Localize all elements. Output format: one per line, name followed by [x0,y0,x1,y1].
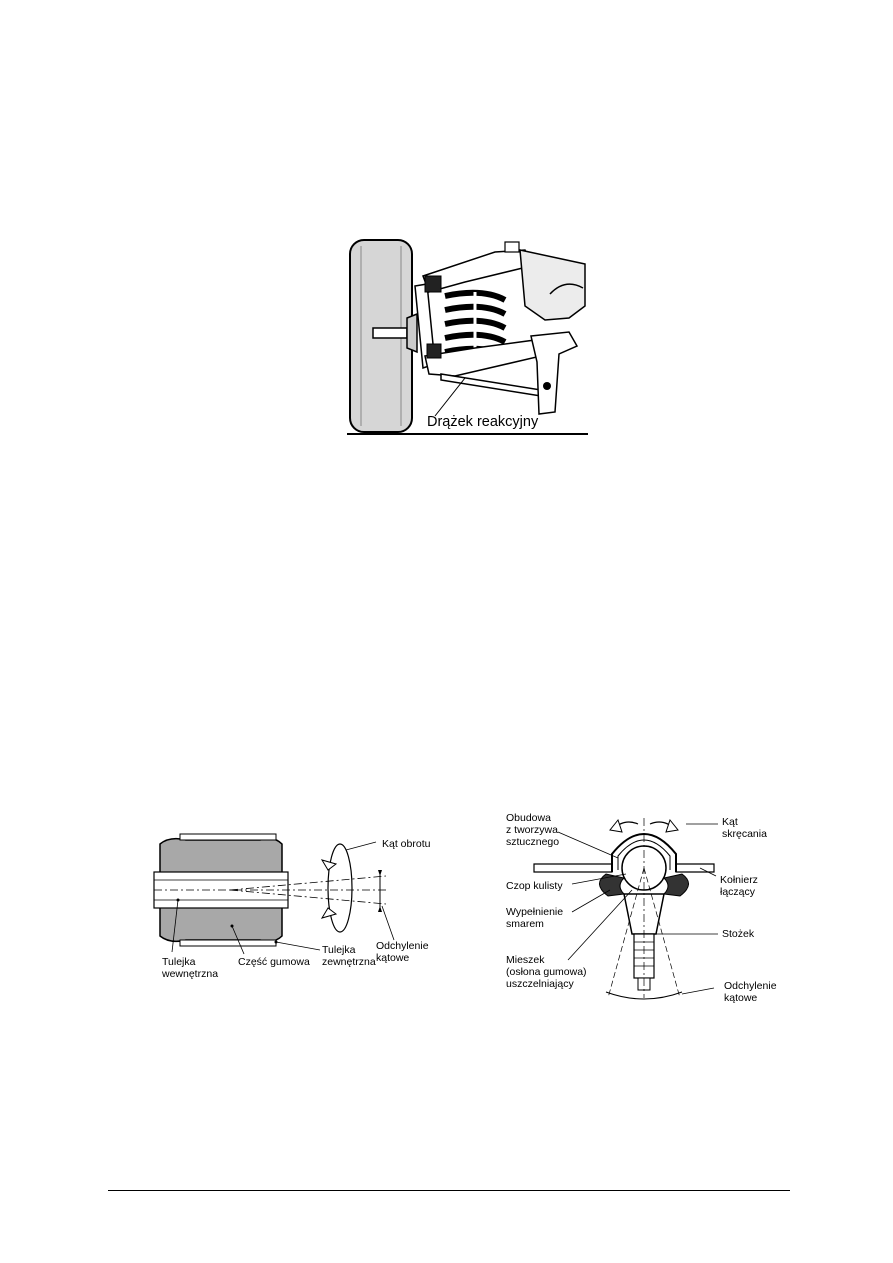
boot-label-1: Mieszek [506,954,545,966]
boot-label-2: (osłona gumowa) [506,966,587,978]
housing-label-1: Obudowa [506,812,551,824]
flange-label-2: łączący [720,886,756,898]
angular-deflection-label-4: kątowe [724,992,758,1004]
rubber-part-label: Część gumowa [238,956,310,968]
angular-deflection-label-2: kątowe [376,952,410,964]
grease-fill-label-1: Wypełnienie [506,906,564,918]
angular-deflection-label-3: Odchylenie [724,980,777,992]
outer-sleeve-label-2: zewnętrzna [322,956,376,968]
angular-deflection-label-1: Odchylenie [376,940,429,952]
reaction-rod-label: Drążek reakcyjny [427,414,539,430]
ball-stud-label: Czop kulisty [506,880,563,892]
housing-label-2: z tworzywa [506,824,558,836]
footer-rule [108,1190,790,1191]
taper-label: Stożek [722,928,755,940]
twist-angle-label-1: Kąt [722,816,738,828]
suspension-figure [345,236,590,440]
flange-label-1: Kołnierz [720,874,758,886]
rotation-angle-label: Kąt obrotu [382,838,431,850]
grease-fill-label-2: smarem [506,918,544,930]
outer-sleeve-label-1: Tulejka [322,944,356,956]
bushing-figure [150,830,470,995]
twist-angle-label-2: skręcania [722,828,767,840]
inner-sleeve-label-1: Tulejka [162,956,196,968]
boot-label-3: uszczelniający [506,978,574,990]
inner-sleeve-label-2: wewnętrzna [162,968,219,980]
housing-label-3: sztucznego [506,836,560,848]
suspension-drawing [345,236,590,440]
ball-joint-figure [500,810,786,1012]
